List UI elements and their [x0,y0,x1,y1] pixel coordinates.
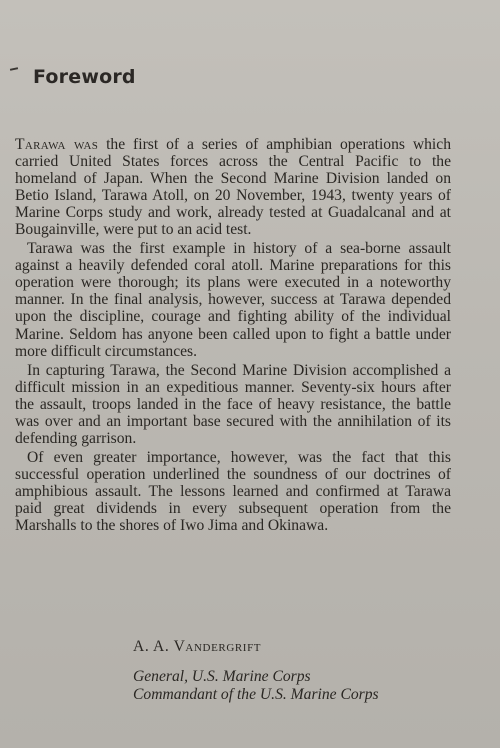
paragraph-1-lead: Tarawa was [15,136,99,153]
margin-mark [10,67,18,71]
signature-title-2: Commandant of the U.S. Marine Corps [133,686,379,703]
signature-name: A. A. Vandergrift [133,638,262,655]
signature-title-1: General, U.S. Marine Corps [133,668,311,685]
paragraph-1 [15,136,451,238]
paragraph-1-text: the first of a series of amphibian operations which carried United States forces across the Central Pacific to the homeland of Japan. When the Second Marine Division landed on Betio Island, Tarawa Atoll, on 20 November, 1943, twenty years of Marine Corps study and work, already tested at Guadalcanal and at Bougainville, were put to an acid test. [15,136,451,239]
paragraph-4: Of even greater importance, however, was the fact that this successful operation underlined the soundness of our doctrines of amphibious assault. The lessons learned and confirmed at Tarawa paid great dividends in every subsequent operation from the Marshalls to the shores of Iwo Jima and Okinawa. [15,448,451,535]
signature-block [133,638,463,704]
foreword-body [15,136,451,536]
paragraph-2: Tarawa was the first example in history of a sea-borne assault against a heavily defended coral atoll. Marine preparations for this operation were thorough; its plans were executed in a noteworthy manner. In the final analysis, however, success at Tarawa depended upon the discipline, courage and fighting ability of the individual Marine. Seldom has anyone been called upon to fight a battle under more difficult circumstances. [15,240,451,360]
paragraph-3: In capturing Tarawa, the Second Marine Division accomplished a difficult mission in an expeditious manner. Seventy-six hours after the assault, troops landed in the face of heavy resistance, the battle was over and an important base secured with the annihilation of its defending garrison. [15,361,451,447]
page-title: Foreword [33,66,136,88]
